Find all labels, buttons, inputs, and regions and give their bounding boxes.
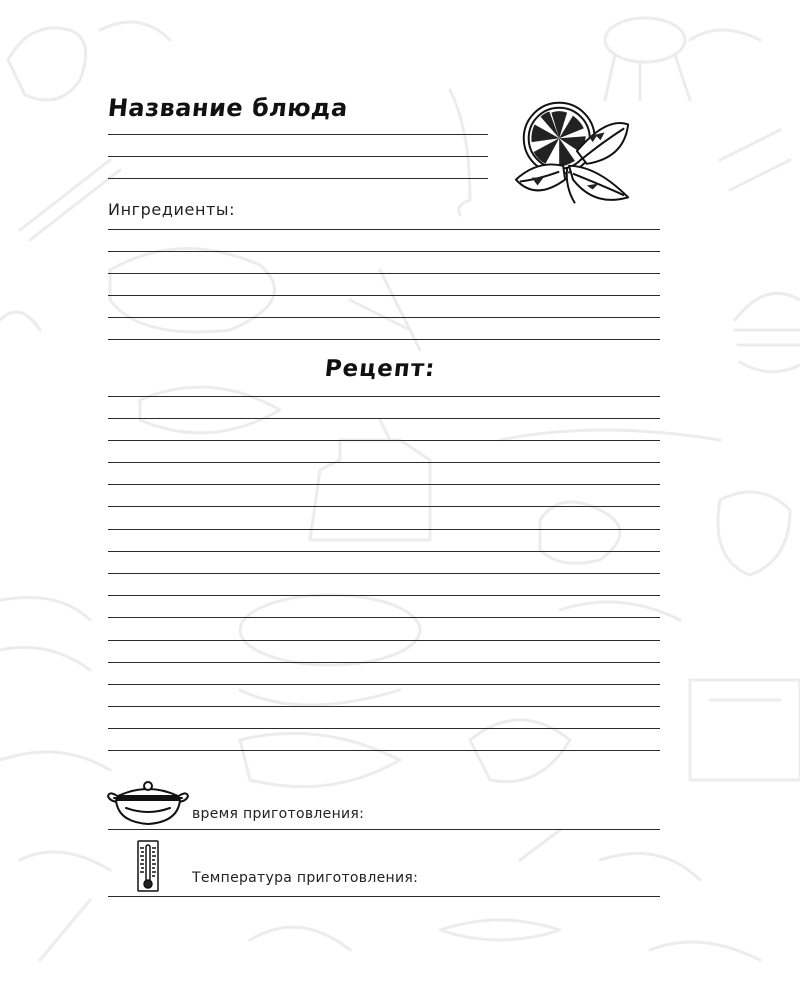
ingredients-line[interactable] bbox=[108, 295, 660, 296]
recipe-line[interactable] bbox=[108, 529, 660, 530]
recipe-line[interactable] bbox=[108, 462, 660, 463]
recipe-line[interactable] bbox=[108, 640, 660, 641]
recipe-line[interactable] bbox=[108, 595, 660, 596]
thermometer-icon bbox=[136, 840, 160, 892]
recipe-line[interactable] bbox=[108, 396, 660, 397]
ingredients-line[interactable] bbox=[108, 229, 660, 230]
recipe-line[interactable] bbox=[108, 418, 660, 419]
recipe-line[interactable] bbox=[108, 440, 660, 441]
cooking-temperature-line[interactable] bbox=[108, 896, 660, 897]
recipe-line[interactable] bbox=[108, 684, 660, 685]
recipe-line[interactable] bbox=[108, 728, 660, 729]
dish-title: Название блюда bbox=[106, 94, 350, 122]
title-line[interactable] bbox=[108, 178, 488, 179]
recipe-line[interactable] bbox=[108, 662, 660, 663]
recipe-heading: Рецепт: bbox=[323, 356, 437, 382]
cooking-temperature-label: Температура приготовления: bbox=[192, 870, 419, 886]
recipe-line[interactable] bbox=[108, 551, 660, 552]
ingredients-line[interactable] bbox=[108, 317, 660, 318]
lemon-mint-icon bbox=[508, 96, 636, 211]
ingredients-line[interactable] bbox=[108, 251, 660, 252]
recipe-line[interactable] bbox=[108, 484, 660, 485]
recipe-line[interactable] bbox=[108, 617, 660, 618]
cooking-time-label: время приготовления: bbox=[192, 806, 365, 822]
recipe-line[interactable] bbox=[108, 506, 660, 507]
title-line[interactable] bbox=[108, 134, 488, 135]
recipe-line[interactable] bbox=[108, 750, 660, 751]
ingredients-line[interactable] bbox=[108, 273, 660, 274]
recipe-line[interactable] bbox=[108, 573, 660, 574]
ingredients-line[interactable] bbox=[108, 339, 660, 340]
cooking-time-line[interactable] bbox=[108, 829, 660, 830]
pot-icon bbox=[106, 778, 190, 826]
ingredients-label: Ингредиенты: bbox=[108, 200, 236, 219]
title-line[interactable] bbox=[108, 156, 488, 157]
recipe-line[interactable] bbox=[108, 706, 660, 707]
